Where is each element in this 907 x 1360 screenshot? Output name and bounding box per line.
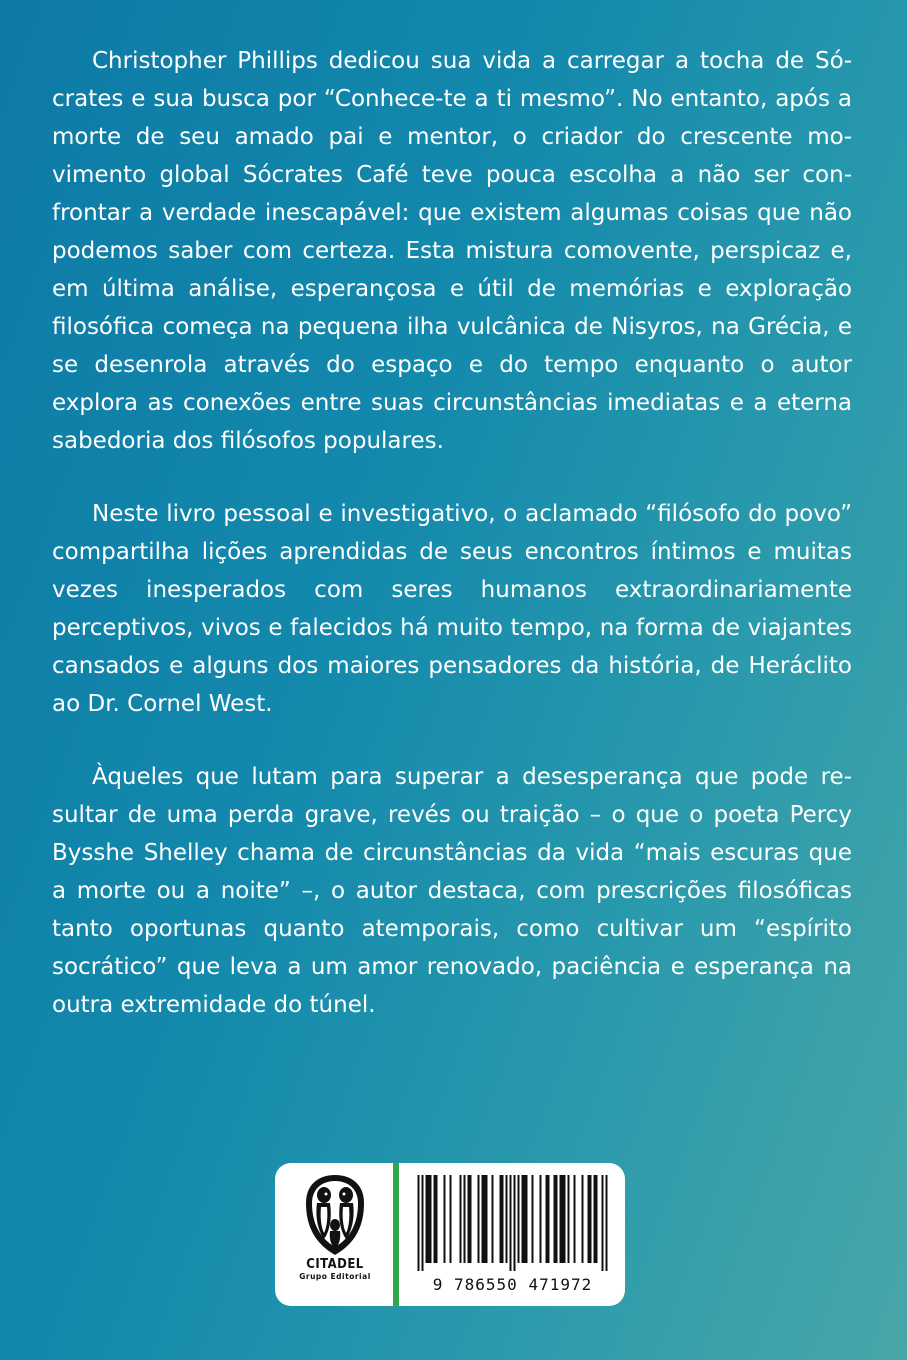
barcode-bar xyxy=(506,1175,508,1263)
barcode-bar xyxy=(560,1175,562,1263)
barcode-bar xyxy=(518,1175,520,1263)
barcode-bar xyxy=(478,1175,480,1263)
barcode-bar xyxy=(460,1175,462,1263)
barcode-bar xyxy=(502,1175,504,1263)
green-divider xyxy=(393,1163,399,1306)
barcode-bar xyxy=(436,1175,438,1263)
publisher-subtitle: Grupo Editorial xyxy=(299,1272,371,1281)
publisher-barcode-panel xyxy=(275,1163,625,1306)
synopsis-text xyxy=(52,42,852,1059)
barcode-bar xyxy=(434,1175,436,1263)
barcode-bar xyxy=(422,1175,424,1271)
barcode-bar xyxy=(492,1175,494,1263)
barcode-bar xyxy=(524,1175,526,1263)
barcode-bar xyxy=(562,1175,564,1263)
barcode-bar xyxy=(444,1175,446,1263)
barcode-bar xyxy=(428,1175,430,1263)
barcode-bar xyxy=(548,1175,550,1263)
synopsis-paragraph-3: Àqueles que lutam para superar a desesperança que pode resultar de uma perda grave, revés ou traição – o que o poeta Percy Bysshe Shelley chama de circunstâncias da vida “mais escuras que a morte ou a noite” –, o autor destaca, com prescrições filosóficas tanto oportunas quanto atemporais, como cultivar um “espírito socrático” que leva a um amor renovado, paciência e esperança na outra extremidade do túnel. xyxy=(52,764,852,1018)
barcode-bar xyxy=(526,1175,528,1263)
barcode-bar xyxy=(554,1175,556,1263)
barcode-bar xyxy=(564,1175,566,1263)
barcode-bar xyxy=(574,1175,576,1263)
barcode-bar xyxy=(582,1175,584,1263)
isbn-barcode xyxy=(410,1175,615,1297)
barcode-bar xyxy=(418,1175,420,1271)
barcode-bar xyxy=(470,1175,472,1263)
barcode-bar xyxy=(596,1175,598,1263)
penguins-logo-icon xyxy=(300,1173,370,1257)
barcode-bar xyxy=(606,1175,608,1271)
barcode-bar xyxy=(514,1175,516,1271)
isbn-number: 9 786550 471972 xyxy=(432,1275,593,1294)
barcode-bar xyxy=(486,1175,488,1263)
barcode-bar xyxy=(590,1175,592,1263)
barcode-bar xyxy=(556,1175,558,1263)
publisher-logo xyxy=(285,1173,385,1293)
synopsis-paragraph-2: Neste livro pessoal e investigativo, o aclamado “filósofo do povo” compartilha lições aprendidas de seus encontros íntimos e muitas vezes inesperados com seres humanos extraordinariamente perceptivos, vivos e falecidos há muito tempo, na forma de viajantes cansados e alguns dos maiores pensadores da história, de Heráclito ao Dr. Cornel West. xyxy=(52,501,852,717)
barcode-bar xyxy=(468,1175,470,1263)
barcode-bar xyxy=(568,1175,570,1263)
barcode-bar xyxy=(522,1175,524,1263)
barcode-bar xyxy=(588,1175,590,1263)
barcode-bar xyxy=(500,1175,502,1263)
barcode-bar xyxy=(594,1175,596,1263)
barcode-bar xyxy=(532,1175,534,1263)
barcode-bar xyxy=(546,1175,548,1263)
barcode-bar xyxy=(430,1175,432,1263)
barcode-bar xyxy=(450,1175,452,1263)
barcode-bar xyxy=(464,1175,466,1263)
barcode-bar xyxy=(602,1175,604,1271)
barcode-bar xyxy=(482,1175,484,1263)
barcode-bar xyxy=(540,1175,542,1263)
barcode-bar xyxy=(510,1175,512,1271)
barcode-bar xyxy=(484,1175,486,1263)
synopsis-paragraph-1: Christopher Phillips dedicou sua vida a carregar a tocha de Sócrates e sua busca por “Conhece-te a ti mesmo”. No entanto, após a morte de seu amado pai e mentor, o criador do crescente movimento global Sócrates Café teve pouca escolha a não ser confrontar a verdade inescapável: que existem algumas coisas que não podemos saber com certeza. Esta mistura comovente, perspicaz e, em última análise, esperançosa e útil de memórias e exploração filosófica começa na pequena ilha vulcânica de Nisyros, na Grécia, e se desenrola através do espaço e do tempo enquanto o autor explora as conexões entre suas circunstâncias imediatas e a eterna sabedoria dos filósofos populares. xyxy=(52,48,852,454)
barcode-bar xyxy=(426,1175,428,1263)
barcode-bars xyxy=(410,1175,615,1271)
publisher-name: CITADEL xyxy=(306,1257,364,1272)
